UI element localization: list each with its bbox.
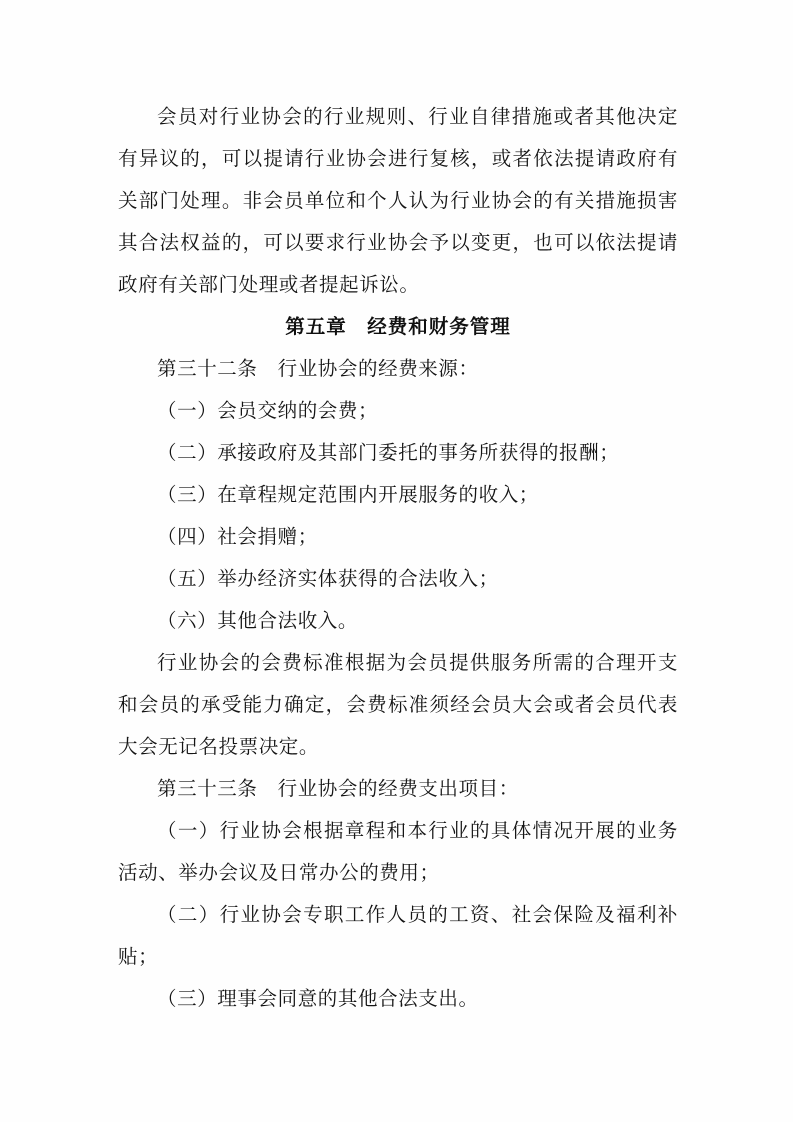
list-item-32-6: （六）其他合法收入。 — [157, 609, 359, 632]
list-item-32-1: （一）会员交纳的会费； — [157, 399, 379, 422]
document-body — [118, 96, 678, 1020]
article-33-intro: 第三十三条 行业协会的经费支出项目： — [157, 777, 519, 800]
paragraph-membership-objection: 会员对行业协会的行业规则、行业自律措施或者其他决定有异议的，可以提请行业协会进行复核，或者依法提请政府有关部门处理。非会员单位和个人认为行业协会的有关措施损害其合法权益的，可以要求行业协会予以变更，也可以依法提请政府有关部门处理或者提起诉讼。 — [118, 105, 678, 296]
list-item-32-3: （三）在章程规定范围内开展服务的收入； — [157, 483, 539, 506]
list-item-33-3: （三）理事会同意的其他合法支出。 — [157, 987, 479, 1010]
list-item-32-4: （四）社会捐赠； — [157, 525, 318, 548]
article-32-intro: 第三十二条 行业协会的经费来源： — [157, 357, 479, 380]
list-item-33-2: （二）行业协会专职工作人员的工资、社会保险及福利补贴； — [118, 903, 678, 968]
list-item-32-2: （二）承接政府及其部门委托的事务所获得的报酬； — [157, 441, 620, 464]
chapter-heading-five: 第五章 经费和财务管理 — [285, 315, 511, 338]
list-item-33-1: （一）行业协会根据章程和本行业的具体情况开展的业务活动、举办会议及日常办公的费用； — [118, 819, 678, 884]
list-item-32-5: （五）举办经济实体获得的合法收入； — [157, 567, 499, 590]
paragraph-membership-fee-standard: 行业协会的会费标准根据为会员提供服务所需的合理开支和会员的承受能力确定，会费标准须经会员大会或者会员代表大会无记名投票决定。 — [118, 651, 678, 758]
